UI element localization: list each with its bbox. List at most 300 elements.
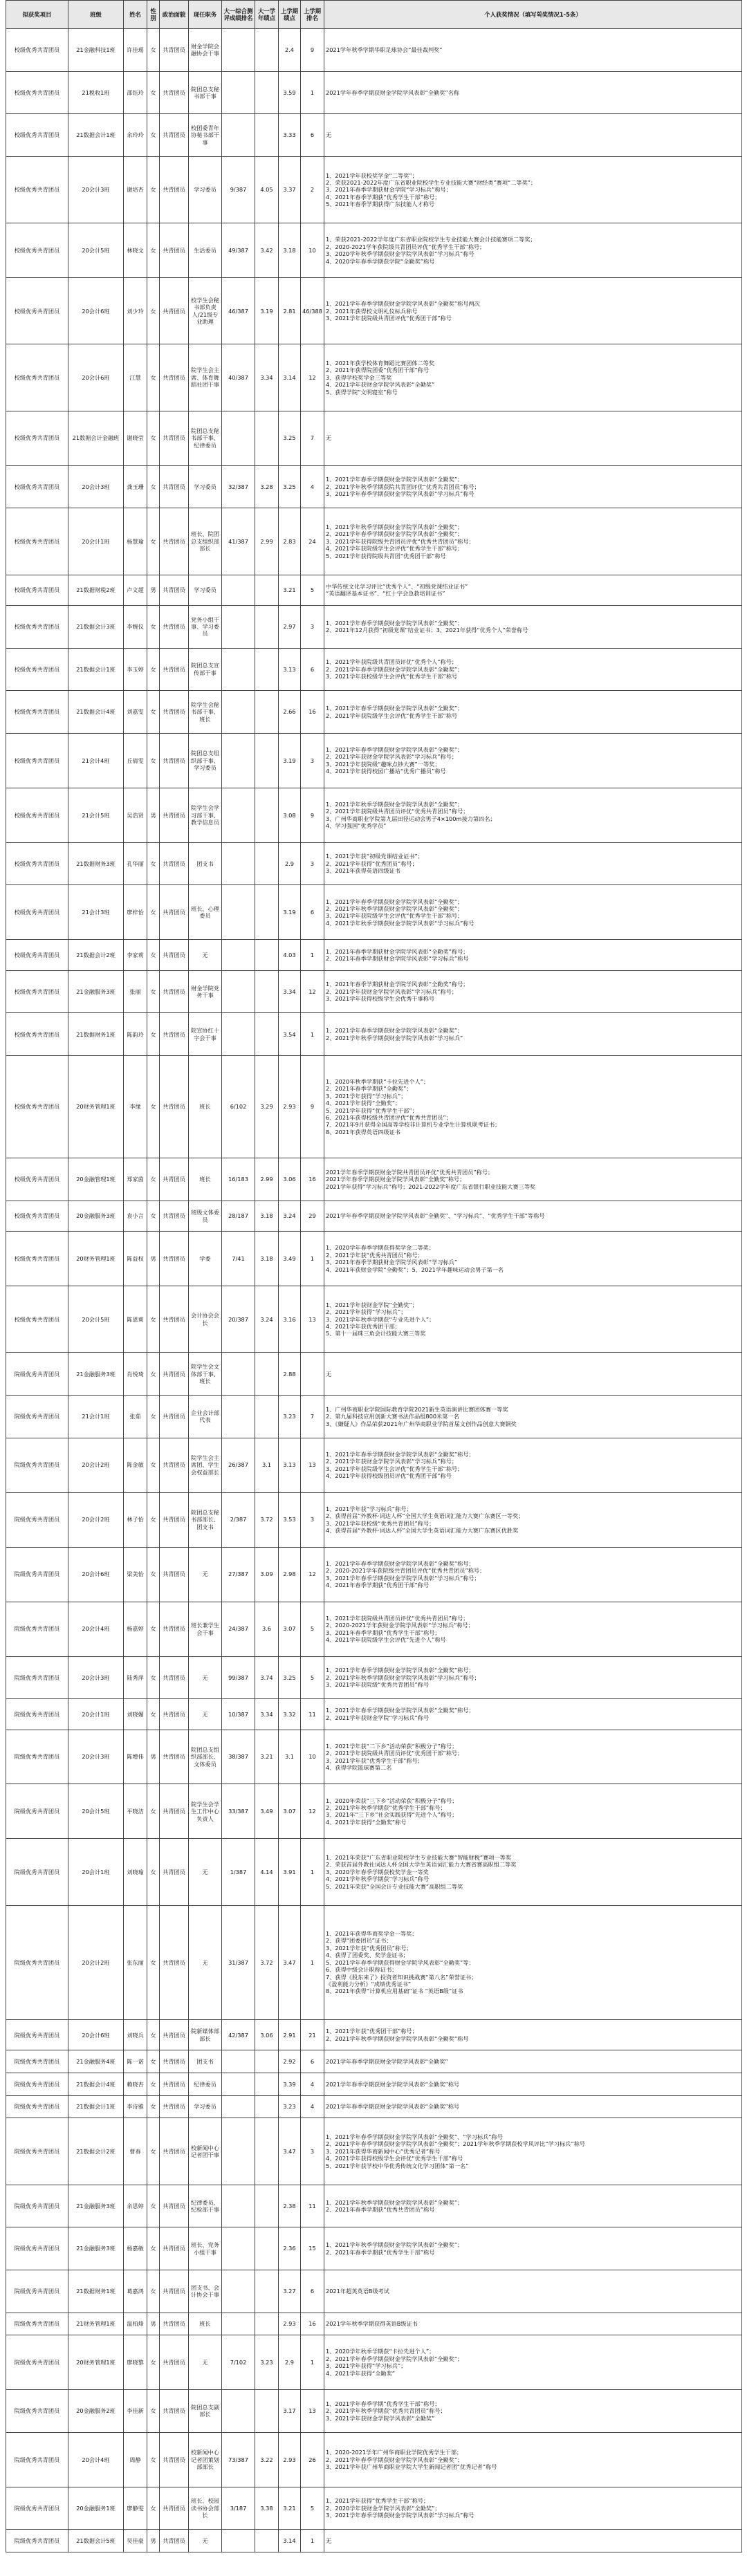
- table-row: [6, 2020, 742, 2050]
- cell-rank: 33/387: [222, 1784, 255, 1839]
- cell-politics: 共青团员: [160, 648, 189, 691]
- table-row: [6, 2487, 742, 2530]
- cell-awards: 1、2021学年获“二下乡”活动荣获“积极分子”称号； 2、2021学年获院级共青团员评优“优秀团干部”称号； 3、2021学年获“优秀学生干部”称号； 4、获得学院篮球赛第二名: [324, 1730, 742, 1784]
- cell-award: 院级优秀共青团员: [6, 2270, 68, 2313]
- cell-position: 纪律委员、纪检部干事: [189, 2185, 222, 2227]
- cell-class: 21金融科技1班: [68, 29, 124, 72]
- cell-gpa2: 3.59: [279, 71, 301, 114]
- header-name: 姓名: [124, 1, 147, 29]
- cell-gpa2: 3.53: [279, 1492, 301, 1547]
- cell-politics: 共青团员: [160, 1201, 189, 1231]
- cell-name: 刘晓兵: [124, 2020, 147, 2050]
- cell-award: 校级优秀共青团员: [6, 1201, 68, 1231]
- cell-position: 财金学院党务干事: [189, 970, 222, 1013]
- cell-awards: 1、2020学年秋季学期获“卡拉先进个人”； 2、2021学年春季学期获财金学院学风表彰“全勤奖”； 3、2021学年获得“学习标兵”； 4、2021学年获得“全勤奖”: [324, 2335, 742, 2390]
- cell-gpa2: 3.16: [279, 1286, 301, 1353]
- cell-position: 无: [189, 1905, 222, 2019]
- cell-position: 院团总支组织部部长、文体委员: [189, 1730, 222, 1784]
- cell-gender: 男: [147, 575, 160, 605]
- cell-politics: 共青团员: [160, 2185, 189, 2227]
- cell-class: 20财务管理1班: [68, 1056, 124, 1158]
- cell-rank: 16/183: [222, 1158, 255, 1201]
- table-row: [6, 1492, 742, 1547]
- cell-politics: 共青团员: [160, 1158, 189, 1201]
- cell-position: 校新闻中心记者团干事: [189, 2118, 222, 2185]
- cell-gender: 女: [147, 940, 160, 970]
- header-gender: 性别: [147, 1, 160, 29]
- cell-awards: 1、2021学年春季学期获财金学院学风表彰“全勤奖”称号； 2、2021学年获财金学院“学习标兵”称号: [324, 1699, 742, 1730]
- cell-awards: 无: [324, 2530, 742, 2552]
- cell-rank2: 3: [301, 733, 324, 788]
- cell-awards: 1、2021年荣获“广东省职业院校学生专业技能大赛“智能财税”赛项一等奖 2、荣获首届外教社词达人杯全国大学生英语词汇能力大赛省赛高职组二等奖 3、2020学年春季学期获校奖学金一等奖 4、2021学年秋季学期获“学习标兵”称号 5、2021年荣获“全国会计专业技能大赛”高职组二等奖: [324, 1839, 742, 1905]
- header-row: [6, 1, 742, 29]
- cell-name: 葛嘉鸿: [124, 2270, 147, 2313]
- cell-gpa2: 2.93: [279, 1056, 301, 1158]
- cell-rank2: 6: [301, 2270, 324, 2313]
- cell-rank2: 1: [301, 2335, 324, 2390]
- cell-rank: 27/387: [222, 1547, 255, 1602]
- table-row: [6, 970, 742, 1013]
- cell-rank2: 16: [301, 2313, 324, 2335]
- cell-class: 21数据会计2班: [68, 2118, 124, 2185]
- cell-gender: 女: [147, 411, 160, 465]
- cell-politics: 共青团员: [160, 1547, 189, 1602]
- cell-gpa2: 2.88: [279, 1353, 301, 1396]
- cell-rank2: 1: [301, 71, 324, 114]
- cell-class: 20会计3班: [68, 1656, 124, 1699]
- cell-name: 陈金敏: [124, 1438, 147, 1492]
- cell-rank2: 13: [301, 1286, 324, 1353]
- cell-class: 21会计3班: [68, 885, 124, 940]
- cell-gender: 女: [147, 1547, 160, 1602]
- table-row: [6, 940, 742, 970]
- cell-rank: 38/387: [222, 1730, 255, 1784]
- cell-gpa1: 3.18: [255, 1201, 279, 1231]
- cell-rank: [222, 1013, 255, 1056]
- cell-position: 党务小组干事、学习委员: [189, 605, 222, 648]
- cell-politics: 共青团员: [160, 1353, 189, 1396]
- table-row: [6, 885, 742, 940]
- cell-gpa1: [255, 885, 279, 940]
- cell-gpa1: 3.23: [255, 2335, 279, 2390]
- table-row: [6, 1158, 742, 1201]
- cell-awards: 2021学年春季学期获财金学院学风表彰“全勤奖”称号: [324, 2095, 742, 2118]
- cell-award: 校级优秀共青团员: [6, 605, 68, 648]
- cell-class: 21数据会计1班: [68, 648, 124, 691]
- cell-rank2: 6: [301, 114, 324, 157]
- cell-awards: 1、2021学年获“优秀团干部”称号； 2、2021学年秋季学期获财金学院学风表彰“全勤奖”称号: [324, 2020, 742, 2050]
- cell-rank: 3/187: [222, 2487, 255, 2530]
- cell-politics: 共青团员: [160, 223, 189, 278]
- cell-awards: 1、2021学年春季学期获财金学院学风表彰“全勤奖”称号两次 2、2021年获得校文明礼仪标兵称号 3、2021学年获院级共青团评优“优秀团干部”称号: [324, 278, 742, 344]
- table-row: [6, 575, 742, 605]
- cell-gender: 女: [147, 2390, 160, 2433]
- cell-rank2: 3: [301, 1492, 324, 1547]
- cell-politics: 共青团员: [160, 970, 189, 1013]
- cell-gpa2: 3.1: [279, 1730, 301, 1784]
- cell-rank: 7/41: [222, 1232, 255, 1286]
- cell-politics: 共青团员: [160, 2432, 189, 2487]
- cell-gpa1: 3.09: [255, 1547, 279, 1602]
- cell-politics: 共青团员: [160, 2335, 189, 2390]
- cell-name: 陈韵玲: [124, 1013, 147, 1056]
- cell-award: 院级优秀共青团员: [6, 2335, 68, 2390]
- cell-rank: 1/387: [222, 1839, 255, 1905]
- cell-class: 21数据财务1班: [68, 2270, 124, 2313]
- cell-gpa1: [255, 940, 279, 970]
- cell-politics: 共青团员: [160, 940, 189, 970]
- cell-politics: 共青团员: [160, 1013, 189, 1056]
- cell-name: 张丽: [124, 970, 147, 1013]
- cell-award: 院级优秀共青团员: [6, 2530, 68, 2552]
- cell-gpa1: [255, 2185, 279, 2227]
- cell-award: 院级优秀共青团员: [6, 1547, 68, 1602]
- cell-name: 李玉婷: [124, 648, 147, 691]
- header-position: 现任职务: [189, 1, 222, 29]
- cell-class: 21数据财务3班: [68, 842, 124, 885]
- cell-awards: 1、2021年获学校体育舞蹈比赛团体二等奖 2、2021年获得院团委“优秀团干部”称号 3、获得学校奖学金三等奖 4、2021学年获财金学院学风表彰“全勤奖” 5、获得学院“文明寝室”称号: [324, 344, 742, 411]
- cell-position: 院学生会主席团、学生会权益部长: [189, 1438, 222, 1492]
- cell-award: 校级优秀共青团员: [6, 1286, 68, 1353]
- cell-politics: 共青团员: [160, 29, 189, 72]
- cell-politics: 共青团员: [160, 344, 189, 411]
- cell-rank: [222, 733, 255, 788]
- cell-gender: 女: [147, 2227, 160, 2270]
- cell-gpa1: [255, 1396, 279, 1438]
- cell-rank: 32/387: [222, 465, 255, 508]
- cell-gpa2: 3.34: [279, 970, 301, 1013]
- cell-award: 校级优秀共青团员: [6, 1056, 68, 1158]
- header-rank2: 上学期排名: [301, 1, 324, 29]
- table-row: [6, 1013, 742, 1056]
- cell-class: 20会计6班: [68, 1547, 124, 1602]
- cell-politics: 共青团员: [160, 1656, 189, 1699]
- cell-position: 团支书、会计协会干事: [189, 2270, 222, 2313]
- cell-awards: 1、2021学年春季学期获财金学院学风表彰“全勤奖”； 2、2021学年获院级学生会评优“优秀学生干部”称号: [324, 691, 742, 734]
- cell-gpa1: [255, 2118, 279, 2185]
- cell-rank: 41/387: [222, 508, 255, 575]
- cell-award: 院级优秀共青团员: [6, 2073, 68, 2096]
- cell-position: 团支书: [189, 842, 222, 885]
- cell-award: 校级优秀共青团员: [6, 842, 68, 885]
- cell-award: 院级优秀共青团员: [6, 1656, 68, 1699]
- cell-gpa2: 3.33: [279, 114, 301, 157]
- cell-award: 院级优秀共青团员: [6, 1396, 68, 1438]
- cell-gpa1: 3.74: [255, 1656, 279, 1699]
- cell-gpa1: [255, 2073, 279, 2096]
- cell-position: 班长: [189, 1158, 222, 1201]
- cell-awards: 1、2021年春季学期获财金学院学风表彰“全勤奖”称号； 2、2021年春季学期获财金学院学风表彰“学习标兵”称号: [324, 940, 742, 970]
- cell-position: 学委: [189, 1232, 222, 1286]
- cell-name: 肖悦琦: [124, 1353, 147, 1396]
- cell-award: 校级优秀共青团员: [6, 114, 68, 157]
- table-row: [6, 1547, 742, 1602]
- cell-class: 20会计4班: [68, 2432, 124, 2487]
- cell-gpa1: [255, 2050, 279, 2073]
- cell-awards: 1、2021学年春季学期“优秀学生干部”称号； 2、2021学年秋季学期获“优秀共青团员”称号； 3、2021学年获财金学院学风表彰“全勤奖”: [324, 2390, 742, 2433]
- cell-rank2: 11: [301, 1699, 324, 1730]
- cell-position: 无: [189, 2335, 222, 2390]
- cell-politics: 共青团员: [160, 2073, 189, 2096]
- cell-politics: 共青团员: [160, 1232, 189, 1286]
- cell-politics: 共青团员: [160, 2050, 189, 2073]
- cell-gpa2: 2.4: [279, 29, 301, 72]
- cell-gpa1: 2.99: [255, 508, 279, 575]
- cell-rank: [222, 885, 255, 940]
- cell-gpa1: [255, 411, 279, 465]
- table-row: [6, 2050, 742, 2073]
- cell-class: 21税收1班: [68, 71, 124, 114]
- table-row: [6, 2530, 742, 2552]
- cell-class: 20会计1班: [68, 1839, 124, 1905]
- cell-rank: [222, 114, 255, 157]
- cell-name: 林晓文: [124, 223, 147, 278]
- cell-rank2: 10: [301, 223, 324, 278]
- cell-gpa1: 3.72: [255, 1905, 279, 2019]
- honor-table: [6, 0, 742, 2552]
- cell-name: 吴佳豪: [124, 2530, 147, 2552]
- cell-name: 张东丽: [124, 1905, 147, 2019]
- cell-rank2: 16: [301, 1158, 324, 1201]
- cell-position: 院团总支组织部干事、学习委员: [189, 733, 222, 788]
- table-row: [6, 1201, 742, 1231]
- cell-rank: 7/102: [222, 2335, 255, 2390]
- cell-politics: 共青团员: [160, 2020, 189, 2050]
- cell-gpa1: 2.99: [255, 1158, 279, 1201]
- cell-gpa2: 3.91: [279, 1839, 301, 1905]
- cell-politics: 共青团员: [160, 842, 189, 885]
- cell-rank2: 12: [301, 970, 324, 1013]
- cell-position: 班长: [189, 2313, 222, 2335]
- table-row: [6, 2335, 742, 2390]
- cell-gpa1: 3.72: [255, 1492, 279, 1547]
- cell-rank2: 29: [301, 1201, 324, 1231]
- cell-name: 曹春: [124, 2118, 147, 2185]
- cell-gender: 女: [147, 691, 160, 734]
- cell-awards: 1、2021学年春季学期获财金学院学风表彰“全勤奖”、“学习标兵”称号 2、2021学年春季学期获财金学院学风表彰“全勤奖”；2021学年秋季学期获校学风评比“学习标兵”称号 3、2021年获得华商新闻中心“优秀记者”称号 4、2021学年获得校级学生会评优“优秀学生干部”称号 5、2021学年获学校中华优秀传统文化学习团体“第一名”: [324, 2118, 742, 2185]
- cell-class: 21数据会计4班: [68, 691, 124, 734]
- cell-gpa2: 3.25: [279, 411, 301, 465]
- table-row: [6, 508, 742, 575]
- cell-awards: 1、2021学年获财金学院“全勤奖”； 2、2021学年获得“学习标兵”； 3、2021学年秋季学期获“专业先进个人”； 4、2021学年获优秀团干部； 5、第十一届珠三角会计技能大赛三等奖: [324, 1286, 742, 1353]
- cell-award: 院级优秀共青团员: [6, 2050, 68, 2073]
- cell-gpa1: [255, 575, 279, 605]
- cell-gender: 女: [147, 1699, 160, 1730]
- table-row: [6, 156, 742, 223]
- cell-name: 陈恩莉: [124, 1286, 147, 1353]
- cell-gpa2: 2.97: [279, 605, 301, 648]
- cell-class: 20金融服务1班: [68, 2487, 124, 2530]
- cell-gpa2: 2.93: [279, 2432, 301, 2487]
- cell-rank2: 1: [301, 1839, 324, 1905]
- cell-name: 陈一诺: [124, 2050, 147, 2073]
- cell-gpa2: 3.47: [279, 1905, 301, 2019]
- cell-gender: 女: [147, 1784, 160, 1839]
- cell-name: 卢文超: [124, 575, 147, 605]
- cell-name: 杨慧瑜: [124, 508, 147, 575]
- cell-rank2: 10: [301, 1730, 324, 1784]
- cell-gpa1: 3.06: [255, 2020, 279, 2050]
- cell-name: 赖晓杏: [124, 2073, 147, 2096]
- cell-gpa2: 3.47: [279, 2118, 301, 2185]
- cell-award: 校级优秀共青团员: [6, 575, 68, 605]
- cell-gpa2: 3.13: [279, 648, 301, 691]
- cell-class: 21数据会计金融班: [68, 411, 124, 465]
- cell-gpa1: 3.34: [255, 344, 279, 411]
- cell-awards: 1、2021学年春季学期获财金学院学风表彰“全勤奖”称号； 2、2021学年秋季学期获财金学院学风表彰“学习标兵”称号； 3、2021学年获院级“优秀共青团员”称号: [324, 1656, 742, 1699]
- cell-gender: 女: [147, 2118, 160, 2185]
- cell-gender: 男: [147, 2313, 160, 2335]
- cell-awards: 1、2021学年秋季学期获财金学院学风表彰“全勤奖”； 2、2021年春季学期获“优秀共青团员”称号: [324, 2185, 742, 2227]
- cell-rank: [222, 2118, 255, 2185]
- cell-position: 学习委员: [189, 465, 222, 508]
- cell-gpa1: 3.21: [255, 1730, 279, 1784]
- cell-award: 校级优秀共青团员: [6, 344, 68, 411]
- cell-rank: [222, 1396, 255, 1438]
- cell-politics: 共青团员: [160, 1784, 189, 1839]
- table-row: [6, 1905, 742, 2019]
- cell-gender: 女: [147, 1656, 160, 1699]
- table-row: [6, 29, 742, 72]
- table-row: [6, 114, 742, 157]
- cell-awards: 2021学年春季学期获财金学院学风表彰“全勤奖”称号: [324, 2073, 742, 2096]
- cell-rank2: 12: [301, 1784, 324, 1839]
- cell-rank2: 4: [301, 2073, 324, 2096]
- cell-award: 院级优秀共青团员: [6, 2020, 68, 2050]
- cell-rank: 24/387: [222, 1602, 255, 1656]
- cell-awards: 1、2021学年获院级共青团员评优“优秀个人”称号； 2、2021学年春季学期获财金学院学风表彰“全勤奖”； 3、2021学年获校级学生会评优“优秀学生干部”称号: [324, 648, 742, 691]
- cell-gpa2: 3.07: [279, 1784, 301, 1839]
- cell-position: 校学生会秘书部负责人/21级专业助理: [189, 278, 222, 344]
- cell-gender: 女: [147, 465, 160, 508]
- cell-gpa1: 3.6: [255, 1602, 279, 1656]
- cell-name: 李婉仪: [124, 605, 147, 648]
- cell-position: 院学生会学习部干事、教学信息员: [189, 788, 222, 842]
- cell-class: 20财务管理1班: [68, 2335, 124, 2390]
- cell-awards: 2021学年秋季学期华职足球协会“最佳裁判奖”: [324, 29, 742, 72]
- cell-gender: 女: [147, 71, 160, 114]
- cell-name: 陆秀萍: [124, 1656, 147, 1699]
- cell-gpa1: [255, 1353, 279, 1396]
- cell-rank2: 1: [301, 940, 324, 970]
- cell-rank: 99/387: [222, 1656, 255, 1699]
- cell-award: 校级优秀共青团员: [6, 1158, 68, 1201]
- cell-gpa2: 2.9: [279, 2335, 301, 2390]
- cell-awards: 1、2021学年秋季学期获财金学院学风表彰“全勤奖”； 2、2021年春季学期获“优秀学生干部”称号: [324, 2227, 742, 2270]
- table-row: [6, 223, 742, 278]
- cell-name: 张茹: [124, 1396, 147, 1438]
- cell-award: 院级优秀共青团员: [6, 2118, 68, 2185]
- cell-name: 吴浩贤: [124, 788, 147, 842]
- cell-name: 谢晓莹: [124, 411, 147, 465]
- cell-gender: 男: [147, 1730, 160, 1784]
- cell-class: 21金融服务3班: [68, 2185, 124, 2227]
- cell-rank: [222, 940, 255, 970]
- cell-rank2: 1: [301, 1232, 324, 1286]
- cell-award: 院级优秀共青团员: [6, 2313, 68, 2335]
- cell-gpa1: 3.42: [255, 223, 279, 278]
- cell-name: 杨嘉敏: [124, 2227, 147, 2270]
- cell-rank: [222, 605, 255, 648]
- cell-name: 刘少玲: [124, 278, 147, 344]
- cell-politics: 共青团员: [160, 278, 189, 344]
- cell-awards: 1、2021学年秋季学期获财金学院学风表彰“全勤奖”； 2、2021学年春季学期获财金学院学风表彰“全勤奖”； 3、2021学年获得院级共青团员评优“优秀共青团员”称号； 4、2021学年获院级学生会评优“优秀学生干部”称号； 5、2021学年获得院级共青团“优秀团干部”称号: [324, 508, 742, 575]
- cell-class: 20会计6班: [68, 278, 124, 344]
- cell-politics: 共青团员: [160, 71, 189, 114]
- table-row: [6, 2073, 742, 2096]
- cell-position: 无: [189, 1699, 222, 1730]
- cell-politics: 共青团员: [160, 605, 189, 648]
- cell-gender: 女: [147, 1056, 160, 1158]
- cell-award: 校级优秀共青团员: [6, 223, 68, 278]
- table-row: [6, 788, 742, 842]
- cell-gender: 女: [147, 2095, 160, 2118]
- cell-rank2: 2: [301, 156, 324, 223]
- cell-awards: 1、2021学年获校奖学金“二等奖”； 2、荣获2021-2022年度广东省职业院校学生专业技能大赛“财经类”赛项“二等奖”； 3、2021年春季学期获财金学院“学习标兵”称号； 4、2021年春季学期获“优秀学生干部”称号； 5、2021年春季学期获得广东技能人才称号: [324, 156, 742, 223]
- cell-award: 院级优秀共青团员: [6, 2227, 68, 2270]
- cell-rank: [222, 2313, 255, 2335]
- cell-gpa1: [255, 2313, 279, 2335]
- cell-award: 校级优秀共青团员: [6, 508, 68, 575]
- cell-gpa1: 3.22: [255, 2432, 279, 2487]
- cell-awards: 中华传统文化学习评比“优秀个人”、“初级党课结业证书” “英语翻译基本证书”、“红十字会急救培训证书”: [324, 575, 742, 605]
- cell-rank2: 1: [301, 1905, 324, 2019]
- cell-rank2: 6: [301, 2050, 324, 2073]
- cell-gpa2: 2.98: [279, 1547, 301, 1602]
- cell-class: 21数据会计1班: [68, 2095, 124, 2118]
- table-row: [6, 2095, 742, 2118]
- cell-class: 20会计6班: [68, 2020, 124, 2050]
- cell-award: 校级优秀共青团员: [6, 1232, 68, 1286]
- cell-gpa2: 2.36: [279, 2227, 301, 2270]
- cell-rank: [222, 648, 255, 691]
- table-row: [6, 605, 742, 648]
- cell-awards: 1、2021学年春季学期获财金学院学风表彰“全勤奖”； 2、2021学年秋季学期获财金学院学风表彰“学习标兵”: [324, 1013, 742, 1056]
- cell-position: 院学生会主席、体育舞蹈社团干事: [189, 344, 222, 411]
- cell-name: 袁小言: [124, 1201, 147, 1231]
- cell-award: 校级优秀共青团员: [6, 733, 68, 788]
- cell-rank2: 1: [301, 1013, 324, 1056]
- cell-position: 无: [189, 1547, 222, 1602]
- cell-gpa1: 4.14: [255, 1839, 279, 1905]
- cell-gpa1: 3.29: [255, 1056, 279, 1158]
- cell-gender: 女: [147, 2073, 160, 2096]
- cell-award: 校级优秀共青团员: [6, 156, 68, 223]
- table-row: [6, 2118, 742, 2185]
- cell-awards: 2021学年春季学期获财金学院共青团员评优“优秀共青团员”称号； 2021学年春季学期获财金学院学风表彰“全勤奖”称号； 2021学年获得“学习标兵”称号；2021-2022学年度广东省银行职业技能大赛三等奖: [324, 1158, 742, 1201]
- cell-rank2: 24: [301, 508, 324, 575]
- cell-gpa2: 3.23: [279, 1396, 301, 1438]
- cell-award: 校级优秀共青团员: [6, 885, 68, 940]
- cell-name: 龚玉珊: [124, 465, 147, 508]
- cell-awards: 1、2020年秋季学期获“卡拉先进个人”； 2、2021年春季学期获“全勤奖”； 3、2021学年获得“学习标兵”； 4、2021学年获得“全勤奖”； 5、2021学年获得“优秀学生干部”； 6、2021年获得校级共青团评优“优秀共青团员”； 7、2021年9月获得全国高等学校非计算机专业学生计算机联考证书； 8、2021年获得英语四级证书: [324, 1056, 742, 1158]
- cell-gpa2: 4.03: [279, 940, 301, 970]
- cell-gpa1: 4.05: [255, 156, 279, 223]
- cell-award: 校级优秀共青团员: [6, 691, 68, 734]
- cell-name: 林子怡: [124, 1492, 147, 1547]
- cell-class: 20会计5班: [68, 1286, 124, 1353]
- table-row: [6, 1438, 742, 1492]
- table-row: [6, 1656, 742, 1699]
- cell-politics: 共青团员: [160, 1730, 189, 1784]
- cell-rank: 6/102: [222, 1056, 255, 1158]
- cell-gender: 女: [147, 223, 160, 278]
- cell-position: 会计协会会长: [189, 1286, 222, 1353]
- cell-rank: [222, 788, 255, 842]
- cell-position: 院团总支秘书部部长、团支书: [189, 1492, 222, 1547]
- cell-rank2: 46/388: [301, 278, 324, 344]
- cell-award: 校级优秀共青团员: [6, 71, 68, 114]
